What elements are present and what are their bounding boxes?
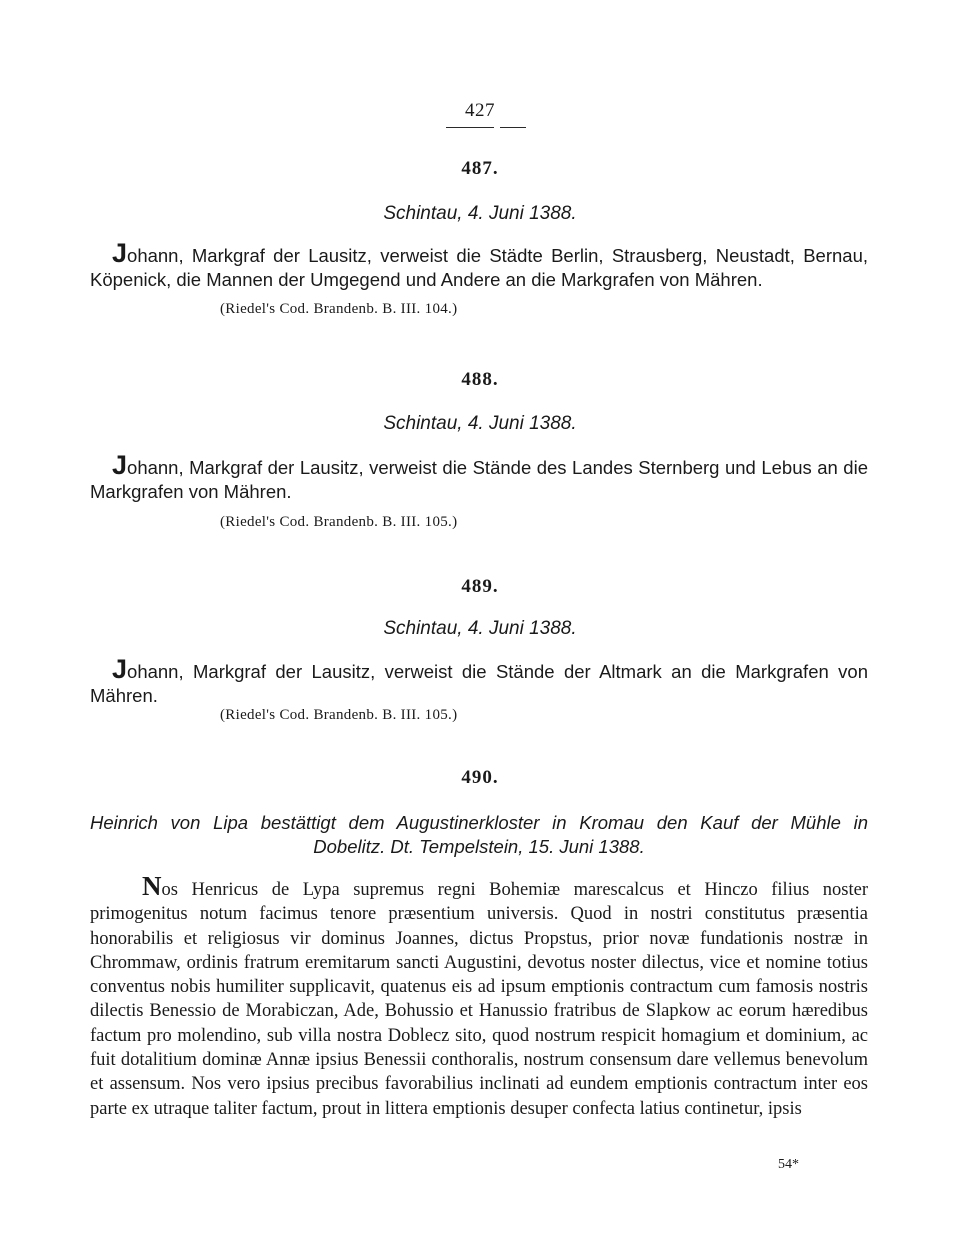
drop-capital: J bbox=[112, 654, 128, 684]
entry-number: 488. bbox=[461, 369, 499, 390]
entry-summary bbox=[90, 656, 868, 708]
entry-heading-line: Dobelitz. Dt. Tempelstein, 15. Juni 1388. bbox=[313, 836, 645, 857]
signature-mark: 54* bbox=[778, 1157, 799, 1172]
charter-text bbox=[90, 873, 868, 1121]
entry-heading bbox=[90, 811, 868, 859]
drop-capital: N bbox=[142, 871, 162, 901]
entry-number: 490. bbox=[461, 767, 499, 788]
entry-heading-line: Heinrich von Lipa bestättigt dem Augustinerkloster in Kromau den Kauf der Mühle in bbox=[90, 812, 868, 833]
drop-capital: J bbox=[112, 238, 128, 268]
entry-summary bbox=[90, 452, 868, 504]
entry-citation: (Riedel's Cod. Brandenb. B. III. 104.) bbox=[220, 301, 458, 317]
entry-summary-text: ohann, Markgraf der Lausitz, verweist die Stände der Altmark an die Markgrafen von Mähren. bbox=[90, 661, 868, 706]
entry-summary-text: ohann, Markgraf der Lausitz, verweist die Städte Berlin, Strausberg, Neustadt, Bernau, Köpenick, die Mannen der Umgegend und Andere an die Markgrafen von Mähren. bbox=[90, 245, 868, 290]
entry-citation: (Riedel's Cod. Brandenb. B. III. 105.) bbox=[220, 707, 458, 723]
entry-citation: (Riedel's Cod. Brandenb. B. III. 105.) bbox=[220, 514, 458, 530]
header-rule bbox=[446, 127, 494, 128]
entry-number: 487. bbox=[461, 158, 499, 179]
entry-summary-text: ohann, Markgraf der Lausitz, verweist die Stände des Landes Sternberg und Lebus an die Markgrafen von Mähren. bbox=[90, 457, 868, 502]
entry-number: 489. bbox=[461, 576, 499, 597]
entry-summary bbox=[90, 240, 868, 292]
entry-dateline: Schintau, 4. Juni 1388. bbox=[383, 413, 577, 434]
header-rule bbox=[500, 127, 526, 128]
charter-text-body: os Henricus de Lypa supremus regni Bohemiæ marescalcus et Hinczo filius noster primogenitus notum facimus tenore præsentium universis. Quod in nostri constitutus præsentia honorabilis et religiosus vir dominus Joannes, dictus Propstus, prior novæ fundationis nostræ in Chrommaw, ordinis fratrum eremitarum sancti Augustini, devotus noster dilectus, vice et nomine totius conventus nobis humiliter supplicavit, quatenus eis ad ipsum emptionis contractum cum famosis nostris dilectis Benessio de Morabiczan, Ade, Bohussio et Hanussio fratribus de Slapkow ac eorum hæredibus factum pro molendino, sub villa nostra Doblecz sito, quod nostrum respicit homagium et dominium, ac fuit dotalitium dominæ Annæ ipsius Benessii conthoralis, nostrum consensum dare vellemus benevolum et assensum. Nos vero ipsius precibus favorabilius inclinati ad eundem emptionis contractum inter eos parte ex utraque taliter factum, prout in littera emptionis desuper confecta latius continetur, ipsis bbox=[90, 880, 868, 1119]
entry-dateline: Schintau, 4. Juni 1388. bbox=[383, 618, 577, 639]
page-number: 427 bbox=[465, 100, 495, 121]
entry-dateline: Schintau, 4. Juni 1388. bbox=[383, 203, 577, 224]
drop-capital: J bbox=[112, 450, 128, 480]
